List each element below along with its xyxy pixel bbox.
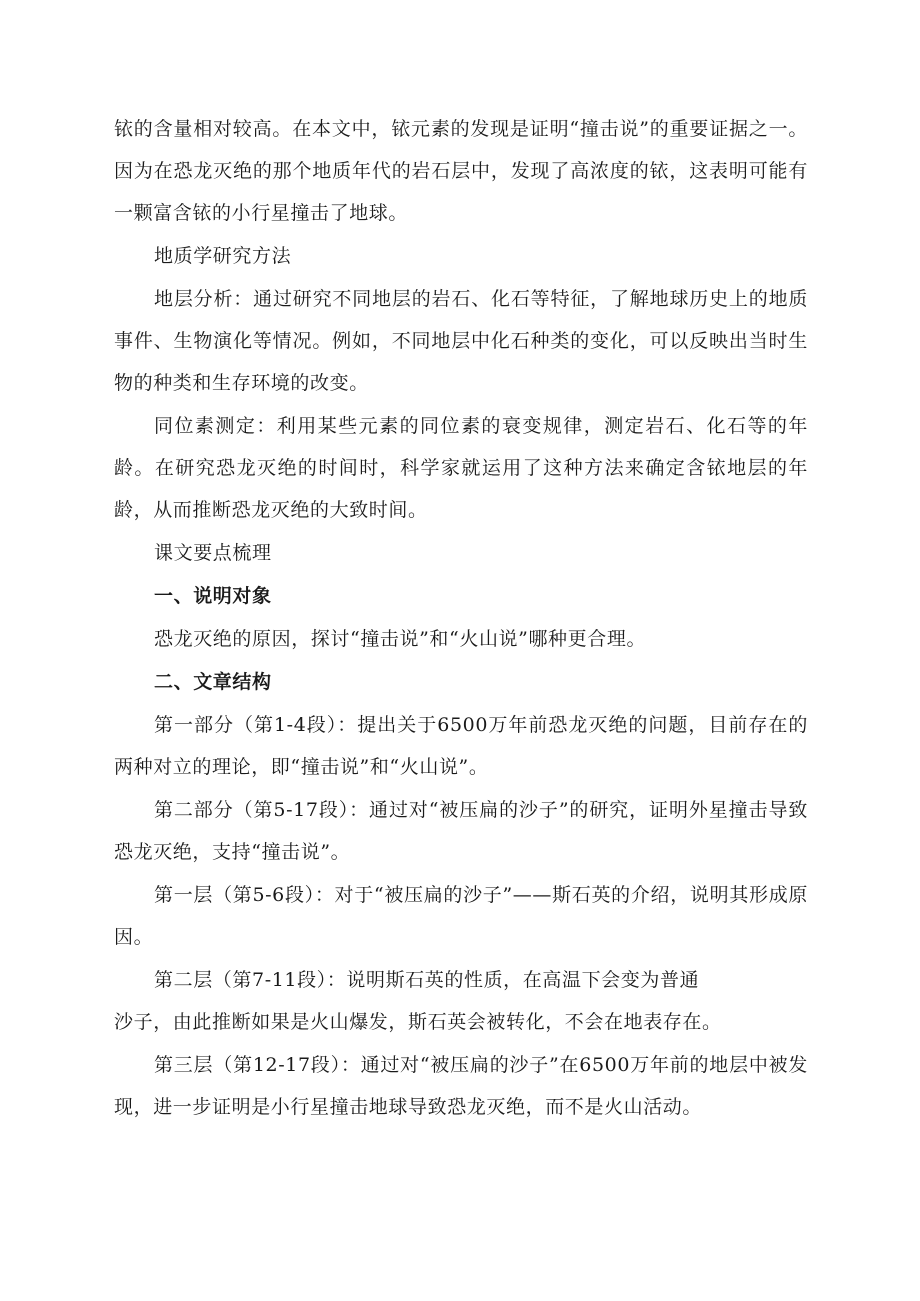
paragraph-explanation-object: 恐龙灭绝的原因，探讨“撞击说”和“火山说”哪种更合理。 — [154, 628, 647, 650]
heading-explanation-object: 一、说明对象 — [154, 585, 272, 607]
paragraph-iridium: 铱的含量相对较高。在本文中，铱元素的发现是证明“撞击说”的重要证据之一。因为在恐龙灭绝的那个地质年代的岩石层中，发现了高浓度的铱，这表明可能有一颗富含铱的小行星撞击了地球。 — [114, 118, 808, 224]
paragraph-layer-two-line1: 第二层（第7-11段）：说明斯石英的性质，在高温下会变为普通 — [154, 969, 700, 991]
section-geology-methods: 地质学研究方法 — [154, 245, 292, 267]
paragraph-layer-three: 第三层（第12-17段）：通过对“被压扁的沙子”在6500万年前的地层中被发现，进一步证明是小行星撞击地球导致恐龙灭绝，而不是火山活动。 — [114, 1054, 808, 1118]
paragraph-part-two: 第二部分（第5-17段）：通过对“被压扁的沙子”的研究，证明外星撞击导致恐龙灭绝，支持“撞击说”。 — [114, 799, 808, 863]
section-key-points: 课文要点梳理 — [154, 542, 272, 564]
paragraph-part-one: 第一部分（第1-4段）：提出关于6500万年前恐龙灭绝的问题，目前存在的两种对立的理论，即“撞击说”和“火山说”。 — [114, 714, 808, 778]
paragraph-layer-one: 第一层（第5-6段）：对于“被压扁的沙子”——斯石英的介绍，说明其形成原因。 — [114, 884, 808, 948]
paragraph-isotope-dating: 同位素测定：利用某些元素的同位素的衰变规律，测定岩石、化石等的年龄。在研究恐龙灭绝的时间时，科学家就运用了这种方法来确定含铱地层的年龄，从而推断恐龙灭绝的大致时间。 — [114, 415, 808, 521]
document-page — [114, 108, 808, 1129]
paragraph-stratigraphy: 地层分析：通过研究不同地层的岩石、化石等特征，了解地球历史上的地质事件、生物演化等情况。例如，不同地层中化石种类的变化，可以反映出当时生物的种类和生存环境的改变。 — [114, 288, 808, 394]
heading-article-structure: 二、文章结构 — [154, 671, 272, 693]
paragraph-layer-two-line2: 沙子，由此推断如果是火山爆发，斯石英会被转化，不会在地表存在。 — [114, 1011, 722, 1033]
